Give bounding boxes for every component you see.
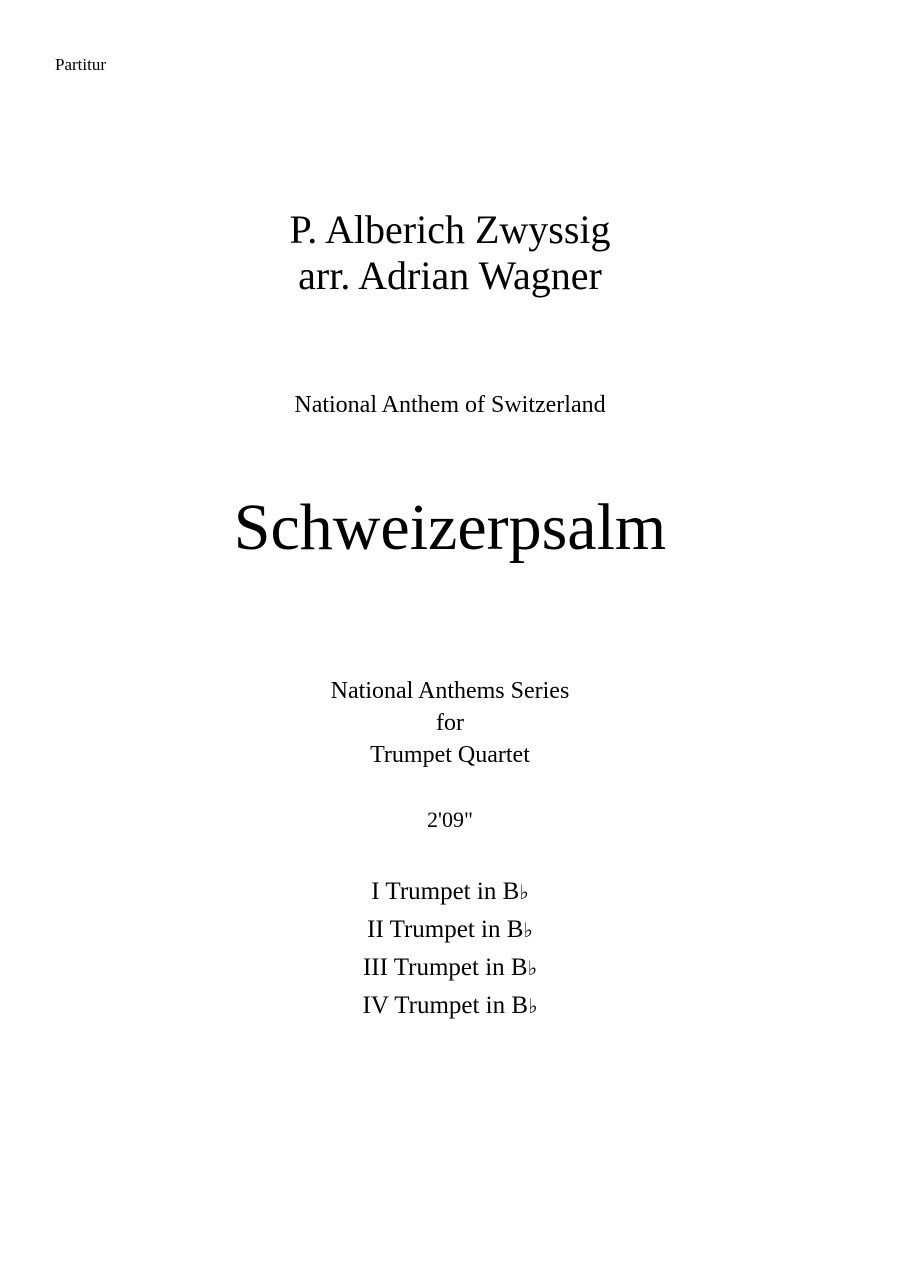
page-title: Schweizerpsalm bbox=[233, 491, 667, 564]
flat-sign: ♭ bbox=[527, 956, 538, 980]
instrument-item bbox=[0, 949, 900, 987]
composer-name: P. Alberich Zwyssig bbox=[289, 207, 611, 252]
instrument-name: IV Trumpet in B bbox=[362, 992, 529, 1019]
instrument-name: I Trumpet in B bbox=[371, 878, 520, 905]
series-name: National Anthems Series bbox=[330, 678, 570, 704]
flat-sign: ♭ bbox=[523, 918, 533, 942]
instrument-name: III Trumpet in B bbox=[362, 954, 528, 981]
series-for: for bbox=[436, 710, 464, 736]
series-block bbox=[0, 675, 900, 771]
instrument-item bbox=[0, 873, 900, 911]
instrument-name: II Trumpet in B bbox=[367, 916, 524, 943]
subtitle: National Anthem of Switzerland bbox=[294, 392, 606, 418]
flat-sign: ♭ bbox=[519, 880, 529, 904]
instrument-item bbox=[0, 987, 900, 1025]
score-type-label: Partitur bbox=[55, 55, 106, 74]
duration: 2'09" bbox=[427, 807, 473, 832]
credits-block bbox=[0, 207, 900, 299]
instrument-item bbox=[0, 911, 900, 949]
arranger-name: arr. Adrian Wagner bbox=[298, 253, 602, 298]
instrument-list bbox=[0, 873, 900, 1025]
flat-sign: ♭ bbox=[528, 994, 538, 1018]
ensemble-name: Trumpet Quartet bbox=[370, 742, 530, 768]
